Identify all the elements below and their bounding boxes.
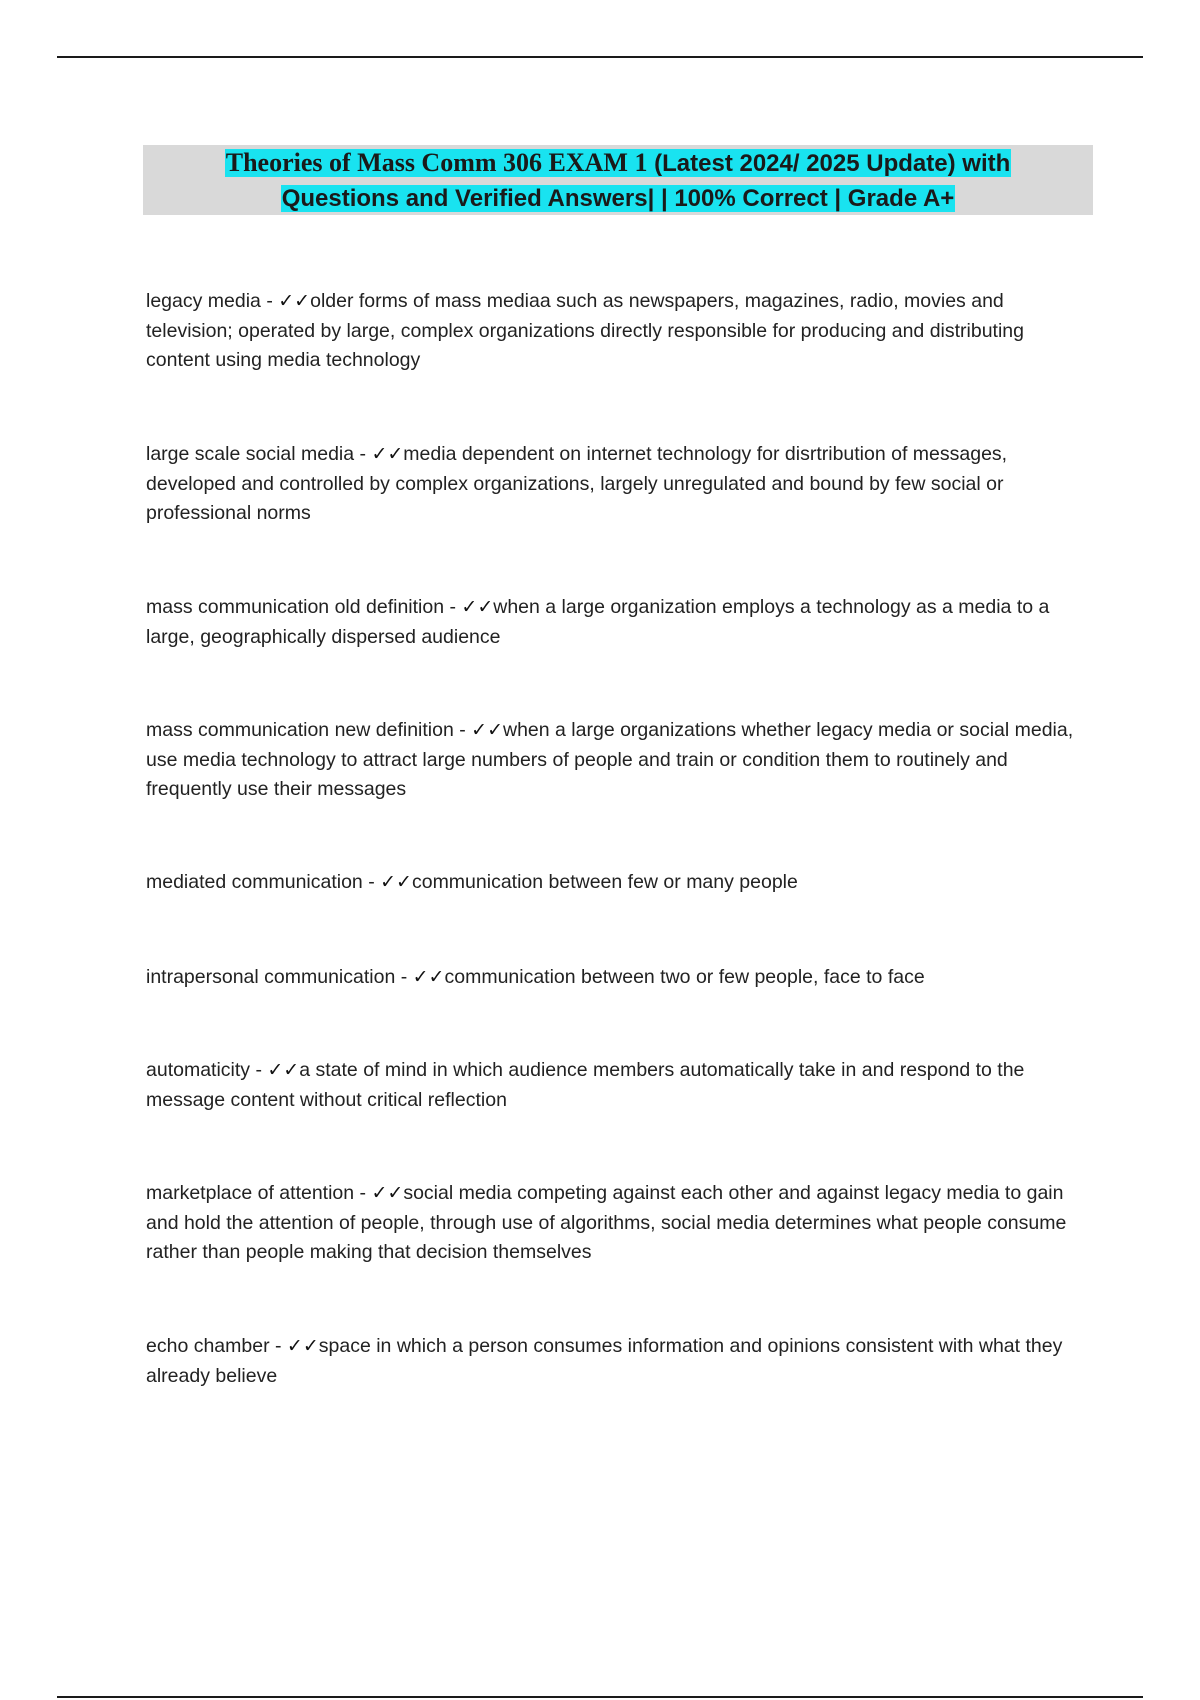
entry-echo-chamber: echo chamber - ✓✓space in which a person consumes information and opinions consistent with what they already believe (146, 1335, 1063, 1387)
entry-large-scale-social-media: large scale social media - ✓✓media dependent on internet technology for disrtribution of messages, developed and controlled by complex organizations, largely unregulated and bound by few social or professional norms (146, 443, 1008, 524)
entry-mediated-communication: mediated communication - ✓✓communication between few or many people (146, 871, 798, 893)
checkmark-icon: ✓✓ (380, 871, 412, 893)
checkmark-icon: ✓✓ (278, 290, 311, 312)
entry-term: large scale social media (146, 443, 355, 465)
checkmark-icon: ✓✓ (371, 1182, 404, 1204)
entry-definition: when a large organization employs a technology as a media to a large, geographically dispersed audience (146, 596, 1050, 648)
entry-term: mass communication old definition (146, 596, 445, 618)
entry-definition: when a large organizations whether legacy media or social media, use media technology to attract large numbers of people and train or condition them to routinely and frequently use their messages (146, 719, 1074, 800)
entry-term: automaticity (146, 1059, 251, 1081)
entry-term: intrapersonal communication (146, 966, 396, 988)
document-title-box (143, 145, 1093, 215)
title-line-1 (143, 145, 1093, 181)
checkmark-icon: ✓✓ (286, 1335, 319, 1357)
checkmark-icon: ✓✓ (461, 596, 494, 618)
entry-term: legacy media (146, 290, 261, 312)
entry-definition: space in which a person consumes information and opinions consistent with what they already believe (146, 1335, 1063, 1387)
entry-mass-communication-old: mass communication old definition - ✓✓when a large organization employs a technology as a media to a large, geographically dispersed audience (146, 596, 1050, 648)
entry-definition: a state of mind in which audience members automatically take in and respond to the message content without critical reflection (146, 1059, 1025, 1111)
bottom-rule (57, 1696, 1143, 1698)
entry-mass-communication-new: mass communication new definition - ✓✓when a large organizations whether legacy media or social media, use media technology to attract large numbers of people and train or condition them to routinely and frequently use their messages (146, 719, 1074, 800)
title-subtitle: Questions and Verified Answers| | 100% Correct | Grade A+ (281, 185, 955, 212)
entry-term: echo chamber (146, 1335, 270, 1357)
entry-definition: communication between few or many people (411, 871, 798, 893)
top-rule (57, 56, 1143, 58)
entry-definition: media dependent on internet technology for disrtribution of messages, developed and controlled by complex organizations, largely unregulated and bound by few social or professional norms (146, 443, 1008, 524)
entry-legacy-media: legacy media - ✓✓older forms of mass mediaa such as newspapers, magazines, radio, movies and television; operated by large, complex organizations directly responsible for producing and distributing content using media technology (146, 290, 1024, 371)
checkmark-icon: ✓✓ (471, 719, 503, 741)
title-update: (Latest 2024/ 2025 Update) with (647, 150, 1011, 177)
checkmark-icon: ✓✓ (267, 1059, 300, 1081)
entry-automaticity: automaticity - ✓✓a state of mind in which audience members automatically take in and respond to the message content without critical reflection (146, 1059, 1025, 1111)
entry-definition: communication between two or few people, face to face (444, 966, 925, 988)
entry-intrapersonal-communication: intrapersonal communication - ✓✓communication between two or few people, face to face (146, 966, 925, 988)
checkmark-icon: ✓✓ (371, 443, 404, 465)
checkmark-icon: ✓✓ (412, 966, 445, 988)
entry-marketplace-of-attention: marketplace of attention - ✓✓social media competing against each other and against legacy media to gain and hold the attention of people, through use of algorithms, social media determines what people consume rather than people making that decision themselves (146, 1182, 1067, 1263)
entry-definition: older forms of mass mediaa such as newspapers, magazines, radio, movies and television; operated by large, complex organizations directly responsible for producing and distributing content using media technology (146, 290, 1024, 371)
entry-term: marketplace of attention (146, 1182, 355, 1204)
title-line-2 (143, 181, 1093, 216)
entry-term: mass communication new definition (146, 719, 454, 741)
title-course: Theories of Mass Comm 306 EXAM 1 (225, 148, 648, 177)
entry-definition: social media competing against each other and against legacy media to gain and hold the attention of people, through use of algorithms, social media determines what people consume rather than people making that decision themselves (146, 1182, 1067, 1263)
entry-term: mediated communication (146, 871, 363, 893)
